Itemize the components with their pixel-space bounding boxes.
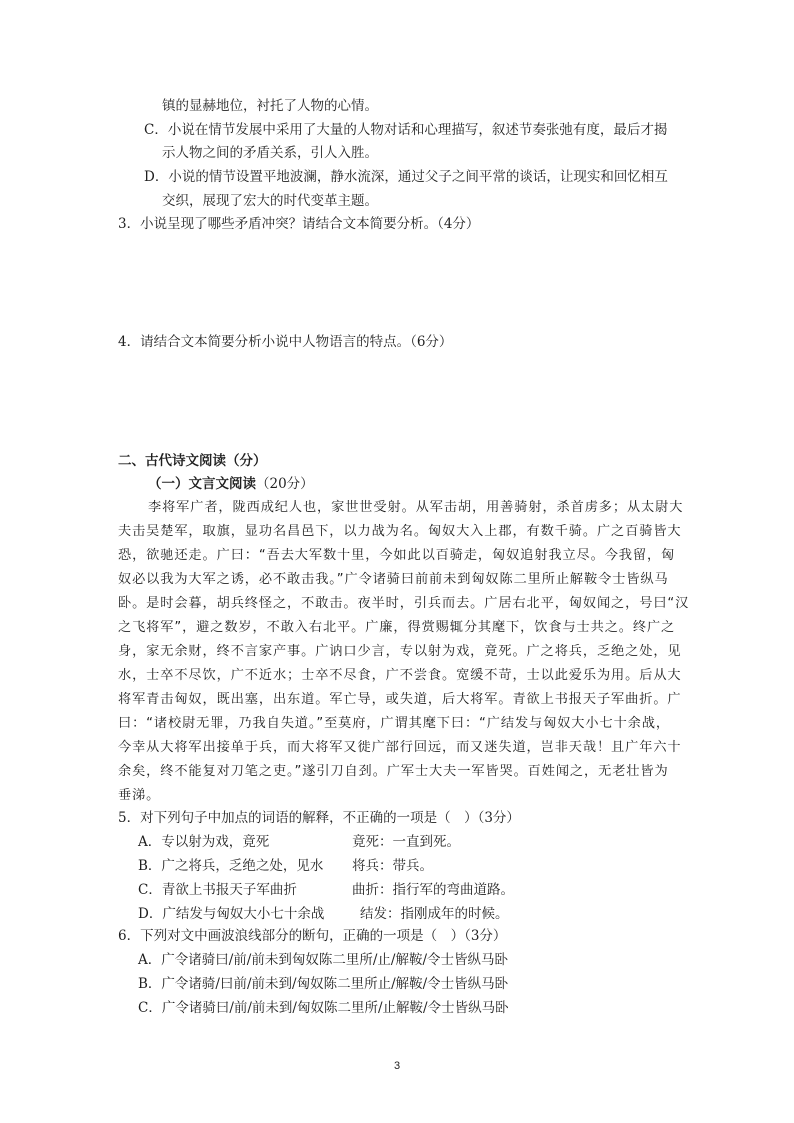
- q5-option-c-sentence: C．青欲上书报天子军曲折: [138, 882, 297, 898]
- passage-line: 身，家无余财，终不言家产事。广讷口少言，专以射为戏，竟死。广之将兵，乏绝之处，见: [118, 644, 682, 659]
- q5-option-b-sentence: B．广之将兵，乏绝之处，见水: [138, 858, 324, 874]
- passage-line: 余矣，终不能复对刀笔之吏。”遂引刀自刭。广军士大夫一军皆哭。百姓闻之，无老壮皆为: [118, 764, 669, 779]
- question-3: 3．小说呈现了哪些矛盾冲突？请结合文本简要分析。（4分）: [118, 216, 480, 232]
- option-d-line-2: 交织，展现了宏大的时代变革主题。: [162, 193, 378, 209]
- answer-space-q3[interactable]: [118, 240, 678, 330]
- passage-line: 水，士卒不尽饮，广不近水；士卒不尽食，广不尝食。宽缓不苛，士以此爱乐为用。后从大: [118, 668, 682, 683]
- q6-option-b: B．广令诸骑/曰前/前未到/匈奴陈二里所止/解鞍/令士皆纵马卧: [138, 976, 509, 992]
- passage-line: 李将军广者，陇西成纪人也，家世世受射。从军击胡，用善骑射，杀首虏多；从太尉大: [148, 500, 684, 515]
- passage-line: 卧。是时会暮，胡兵终怪之，不敢击。夜半时，引兵而去。广居右北平，匈奴闻之，号曰“汉: [118, 596, 690, 611]
- page-number: 3: [393, 1060, 401, 1072]
- passage-line: 恐，欲驰还走。广曰：“吾去大军数十里，今如此以百骑走，匈奴追射我立尽。今我留，匈: [118, 548, 676, 563]
- question-6-stem: 6．下列对文中画波浪线部分的断句，正确的一项是（ ）（3分）: [118, 928, 507, 944]
- answer-space-q4[interactable]: [118, 358, 678, 448]
- passage-line: 曰：“诸校尉无罪，乃我自失道。”至莫府，广谓其麾下曰：“广结发与匈奴大小七十余战，: [118, 716, 670, 731]
- question-4: 4．请结合文本简要分析小说中人物语言的特点。（6分）: [118, 334, 453, 350]
- q5-option-d-explanation: 结发：指刚成年的时候。: [360, 906, 509, 922]
- option-d-line-1: D．小说的情节设置平地波澜，静水流深，通过父子之间平常的谈话，让现实和回忆相互: [144, 169, 668, 185]
- q6-option-c: C．广令诸骑曰/前/前未到/匈奴陈二里所/止解鞍/令士皆纵马卧: [138, 1000, 509, 1016]
- passage-line: 将军青击匈奴，既出塞，出东道。军亡导，或失道，后大将军。青欲上书报天子军曲折。广: [118, 692, 682, 707]
- q5-option-b-explanation: 将兵：带兵。: [352, 858, 433, 874]
- option-c-line-1: C．小说在情节发展中采用了大量的人物对话和心理描写，叙述节奏张弛有度，最后才揭: [144, 122, 668, 138]
- subsection-1-points: （20分）: [256, 476, 314, 492]
- passage-line: 夫击吴楚军，取旗，显功名昌邑下，以力战为名。匈奴大入上郡，有数千骑。广之百骑皆大: [118, 524, 682, 539]
- passage-line: 今幸从大将军出接单于兵，而大将军又徙广部行回远，而又迷失道，岂非天哉！且广年六十: [118, 740, 682, 755]
- question-5-stem: 5．对下列句子中加点的词语的解释，不正确的一项是（ ）（3分）: [118, 810, 520, 826]
- subsection-1-title: （一）文言文阅读: [148, 476, 256, 492]
- passage-line: 垂涕。: [118, 788, 161, 803]
- passage-line: 之飞将军”，避之数岁，不敢入右北平。广廉，得赏赐辄分其麾下，饮食与士共之。终广之: [118, 620, 676, 635]
- section-2-title: 二、古代诗文阅读（分）: [118, 453, 267, 469]
- q5-option-a-sentence: A．专以射为戏，竟死: [138, 834, 270, 850]
- q5-option-d-sentence: D．广结发与匈奴大小七十余战: [138, 906, 325, 922]
- q6-option-a: A．广令诸骑曰/前/前未到匈奴陈二里所/止/解鞍/令士皆纵马卧: [138, 952, 508, 968]
- option-b-continuation: 镇的显赫地位，衬托了人物的心情。: [162, 98, 378, 114]
- q5-option-a-explanation: 竟死：一直到死。: [352, 834, 460, 850]
- subsection-1-heading: [148, 474, 314, 494]
- option-c-line-2: 示人物之间的矛盾关系，引人入胜。: [162, 145, 378, 161]
- q5-option-c-explanation: 曲折：指行军的弯曲道路。: [352, 882, 514, 898]
- passage-line: 奴必以我为大军之诱，必不敢击我。”广令诸骑曰前前未到匈奴陈二里所止解鞍令士皆纵马: [118, 572, 669, 587]
